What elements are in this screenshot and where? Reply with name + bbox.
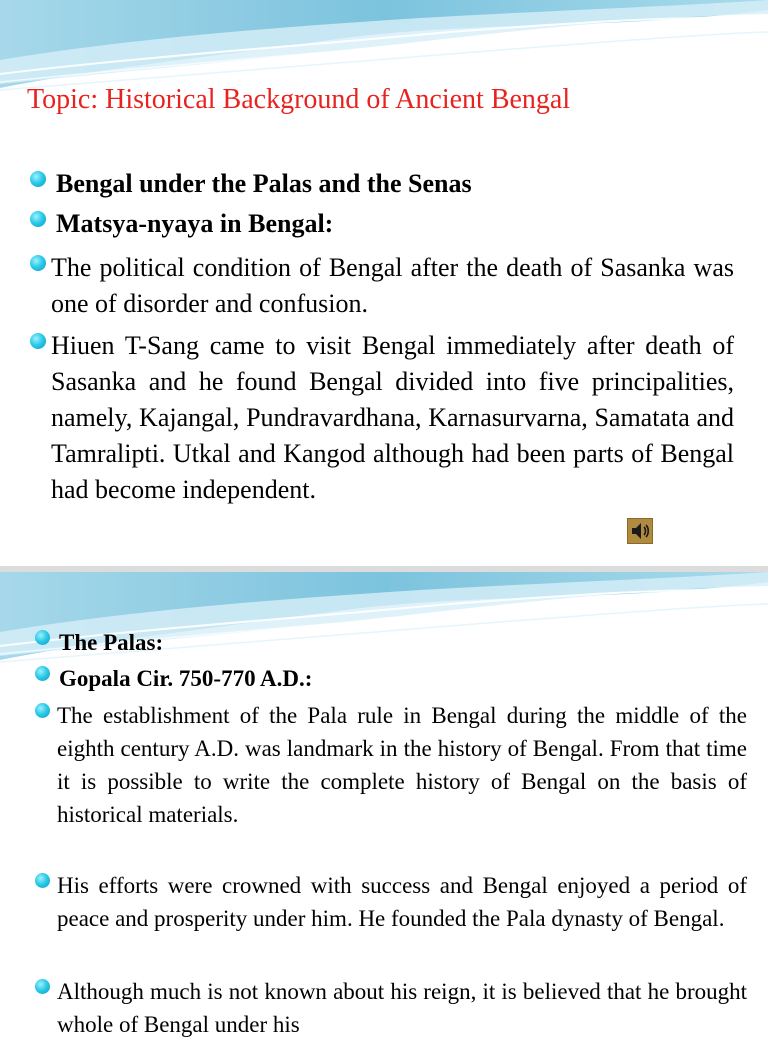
bullet-icon bbox=[30, 255, 46, 271]
bullet-icon bbox=[35, 666, 50, 681]
bullet-icon bbox=[30, 333, 46, 349]
list-item bbox=[35, 662, 747, 699]
slide1-bullet-list bbox=[30, 166, 734, 508]
list-item bbox=[30, 166, 734, 206]
speaker-icon[interactable] bbox=[627, 518, 653, 544]
list-item bbox=[35, 626, 747, 662]
bullet-icon bbox=[35, 979, 50, 994]
list-item bbox=[30, 328, 734, 508]
bullet-text: Gopala Cir. 750-770 A.D.: bbox=[59, 666, 313, 691]
wave-banner bbox=[0, 0, 768, 95]
bullet-icon bbox=[30, 171, 46, 187]
bullet-text: The Palas: bbox=[59, 630, 164, 655]
bullet-icon bbox=[35, 630, 50, 645]
bullet-text: The political condition of Bengal after the death of Sasanka was one of disorder and confusion. bbox=[51, 253, 734, 318]
bullet-icon bbox=[35, 703, 50, 718]
list-item bbox=[35, 869, 747, 975]
list-item bbox=[30, 206, 734, 250]
slide2-bullet-list bbox=[35, 626, 747, 1041]
slide-2 bbox=[0, 572, 768, 1037]
bullet-text: His efforts were crowned with success and Bengal enjoyed a period of peace and prosperity under him. He founded the Pala dynasty of Bengal. bbox=[57, 873, 747, 931]
list-item bbox=[30, 250, 734, 328]
bullet-text: Bengal under the Palas and the Senas bbox=[56, 169, 472, 198]
bullet-text: Matsya-nyaya in Bengal: bbox=[56, 209, 334, 238]
slide-title: Topic: Historical Background of Ancient Bengal bbox=[27, 84, 571, 115]
bullet-icon bbox=[30, 211, 46, 227]
list-item bbox=[35, 975, 747, 1041]
bullet-text: Hiuen T-Sang came to visit Bengal immediately after death of Sasanka and he found Bengal divided into five principalities, namely, Kajangal, Pundravardhana, Karnasurvarna, Samatata and Tamralipti. Utkal and Kangod although had been parts of Bengal had become independent. bbox=[51, 331, 734, 504]
bullet-icon bbox=[35, 873, 50, 888]
bullet-text: The establishment of the Pala rule in Bengal during the middle of the eighth century A.D. was landmark in the history of Bengal. From that time it is possible to write the complete history of Bengal on the basis of historical materials. bbox=[57, 703, 747, 827]
bullet-text: Although much is not known about his reign, it is believed that he brought whole of Bengal under his bbox=[57, 979, 747, 1037]
list-item bbox=[35, 699, 747, 869]
